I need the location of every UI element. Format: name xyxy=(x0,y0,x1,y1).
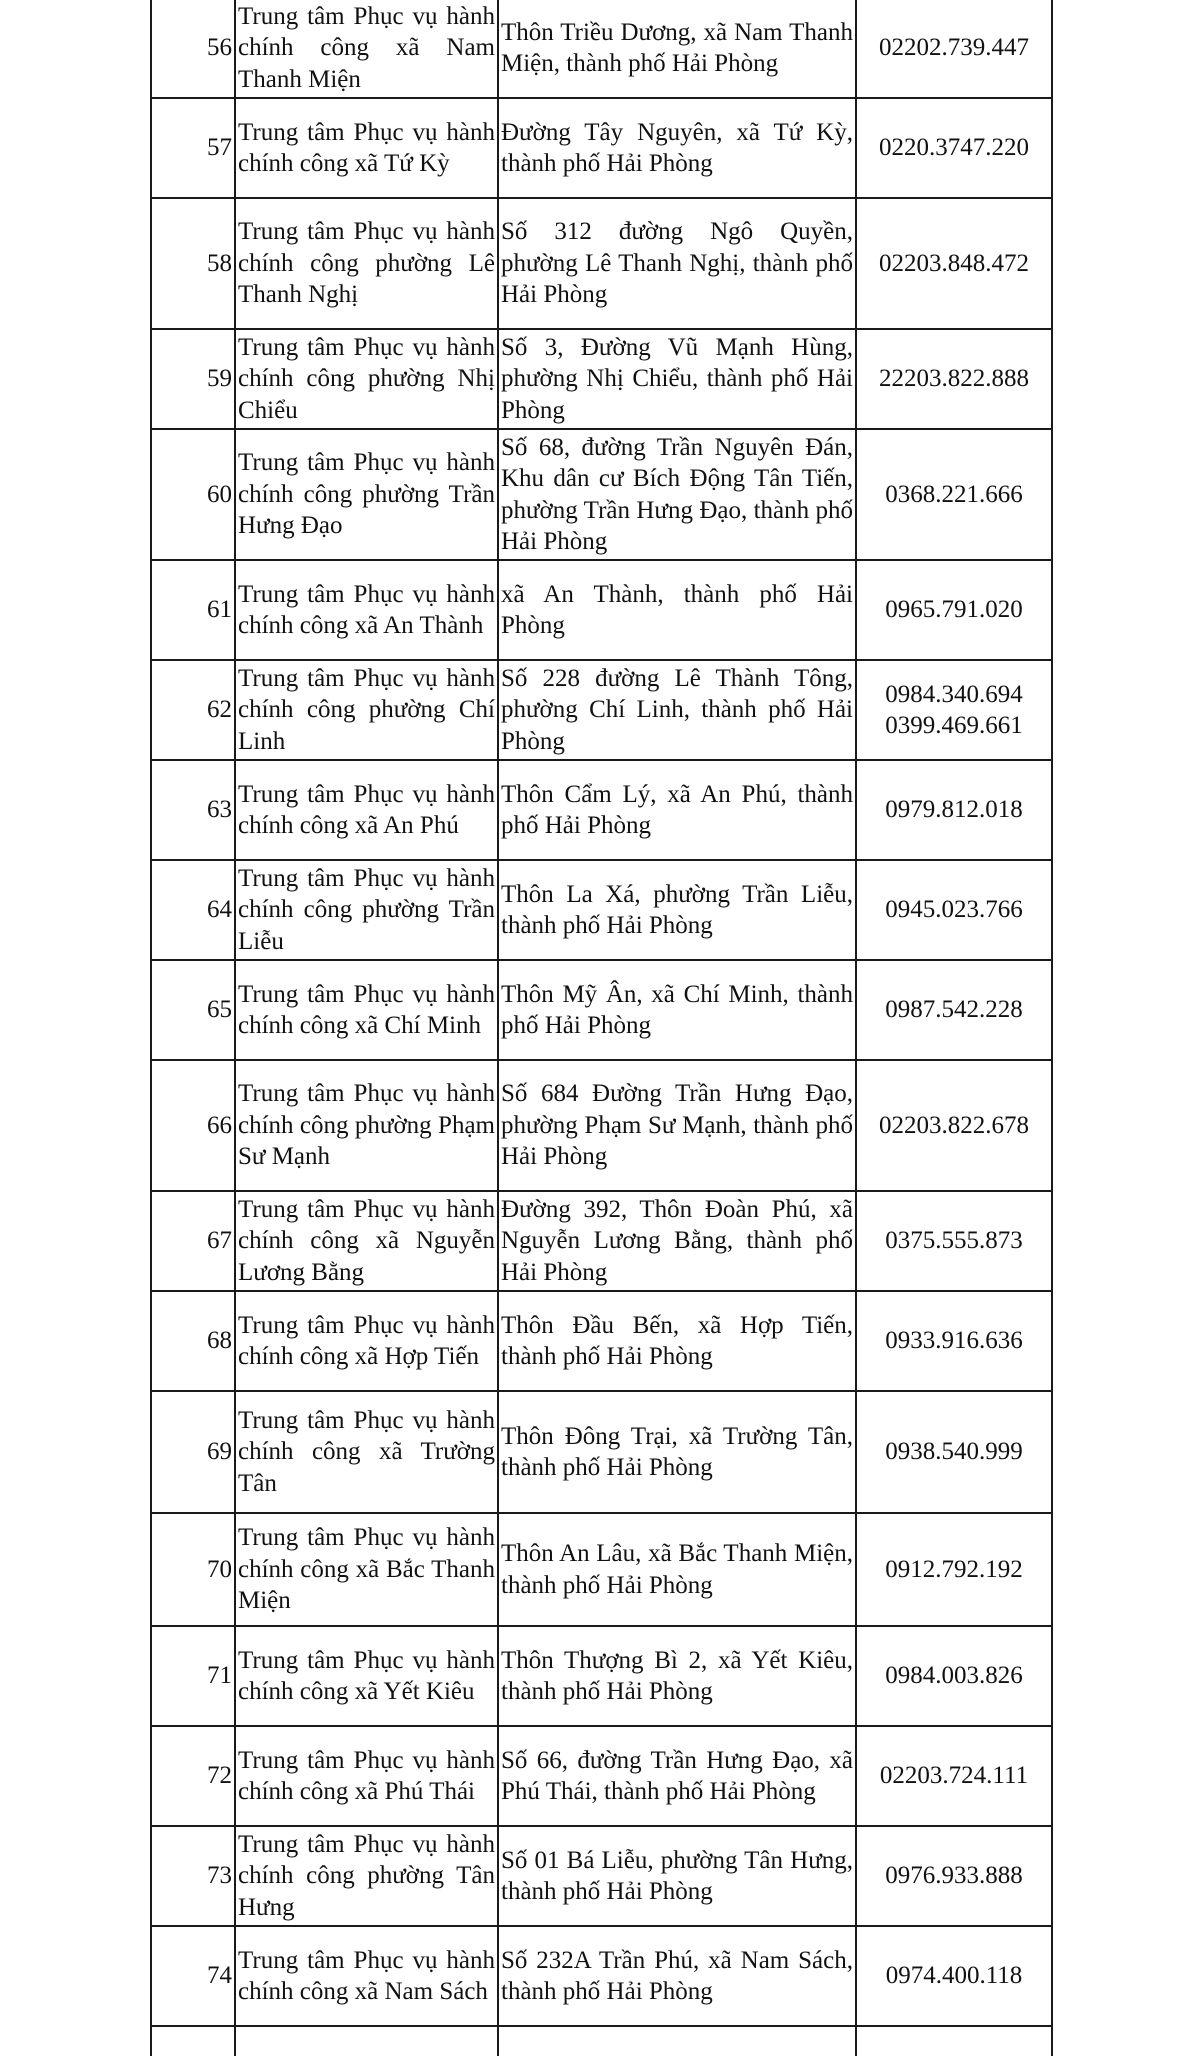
table-row xyxy=(151,660,1052,760)
continuation-row xyxy=(151,2026,1052,2056)
phone-number: 0965.791.020 xyxy=(885,596,1023,624)
center-name: Trung tâm Phục vụ hành chính công xã An Phú xyxy=(235,760,498,860)
center-name: Trung tâm Phục vụ hành chính công xã Hợp Tiến xyxy=(235,1291,498,1391)
center-name: Trung tâm Phục vụ hành chính công xã Nam Thanh Miện xyxy=(235,0,498,98)
center-name: Trung tâm Phục vụ hành chính công xã Yết Kiêu xyxy=(235,1626,498,1726)
row-number: 62 xyxy=(151,660,235,760)
row-number: 58 xyxy=(151,198,235,329)
center-address: Số 3, Đường Vũ Mạnh Hùng, phường Nhị Chiểu, thành phố Hải Phòng xyxy=(498,329,856,429)
row-number: 63 xyxy=(151,760,235,860)
center-name: Trung tâm Phục vụ hành chính công xã Nguyễn Lương Bằng xyxy=(235,1191,498,1291)
table-row xyxy=(151,1826,1052,1926)
center-phone xyxy=(856,1291,1052,1391)
table-row xyxy=(151,860,1052,960)
center-address: Thôn Mỹ Ân, xã Chí Minh, thành phố Hải Phòng xyxy=(498,960,856,1060)
center-name: Trung tâm Phục vụ hành chính công phường Trần Hưng Đạo xyxy=(235,429,498,560)
center-name: Trung tâm Phục vụ hành chính công xã An Thành xyxy=(235,560,498,660)
table-row xyxy=(151,960,1052,1060)
center-phone xyxy=(856,98,1052,198)
center-phone xyxy=(856,1726,1052,1826)
row-number: 73 xyxy=(151,1826,235,1926)
center-phone xyxy=(856,760,1052,860)
phone-number: 02203.848.472 xyxy=(879,249,1029,277)
center-phone xyxy=(856,1926,1052,2026)
center-address: xã An Thành, thành phố Hải Phòng xyxy=(498,560,856,660)
center-phone xyxy=(856,1626,1052,1726)
center-phone xyxy=(856,1060,1052,1191)
center-phone xyxy=(856,329,1052,429)
phone-number: 0979.812.018 xyxy=(885,796,1023,824)
row-number: 56 xyxy=(151,0,235,98)
center-address: Thôn Thượng Bì 2, xã Yết Kiêu, thành phố Hải Phòng xyxy=(498,1626,856,1726)
phone-number: 0945.023.766 xyxy=(885,896,1023,924)
center-address: Đường Tây Nguyên, xã Tứ Kỳ, thành phố Hải Phòng xyxy=(498,98,856,198)
center-name: Trung tâm Phục vụ hành chính công xã Tứ Kỳ xyxy=(235,98,498,198)
center-address: Số 312 đường Ngô Quyền, phường Lê Thanh Nghị, thành phố Hải Phòng xyxy=(498,198,856,329)
center-address: Thôn La Xá, phường Trần Liễu, thành phố Hải Phòng xyxy=(498,860,856,960)
row-number: 67 xyxy=(151,1191,235,1291)
phone-number: 02203.724.111 xyxy=(879,1762,1029,1790)
center-phone xyxy=(856,198,1052,329)
center-address: Đường 392, Thôn Đoàn Phú, xã Nguyễn Lương Bằng, thành phố Hải Phòng xyxy=(498,1191,856,1291)
phone-number: 0375.555.873 xyxy=(885,1227,1023,1255)
row-number: 65 xyxy=(151,960,235,1060)
center-name: Trung tâm Phục vụ hành chính công phường Nhị Chiểu xyxy=(235,329,498,429)
center-address: Thôn Đầu Bến, xã Hợp Tiến, thành phố Hải Phòng xyxy=(498,1291,856,1391)
row-number: 60 xyxy=(151,429,235,560)
row-number: 66 xyxy=(151,1060,235,1191)
center-phone xyxy=(856,660,1052,760)
center-address: Thôn Cẩm Lý, xã An Phú, thành phố Hải Phòng xyxy=(498,760,856,860)
center-phone xyxy=(856,860,1052,960)
continuation-cell xyxy=(856,2026,1052,2056)
center-name: Trung tâm Phục vụ hành chính công xã Phú Thái xyxy=(235,1726,498,1826)
continuation-cell xyxy=(235,2026,498,2056)
table-row xyxy=(151,1626,1052,1726)
row-number: 68 xyxy=(151,1291,235,1391)
row-number: 74 xyxy=(151,1926,235,2026)
continuation-cell xyxy=(498,2026,856,2056)
table-row xyxy=(151,1513,1052,1626)
phone-number: 0974.400.118 xyxy=(885,1962,1023,1990)
center-address: Thôn Đông Trại, xã Trường Tân, thành phố Hải Phòng xyxy=(498,1391,856,1513)
table-row xyxy=(151,429,1052,560)
center-phone xyxy=(856,1391,1052,1513)
center-name: Trung tâm Phục vụ hành chính công phường Phạm Sư Mạnh xyxy=(235,1060,498,1191)
phone-number: 0933.916.636 xyxy=(885,1327,1023,1355)
phone-number: 02203.822.678 xyxy=(879,1111,1029,1139)
center-address: Số 66, đường Trần Hưng Đạo, xã Phú Thái, thành phố Hải Phòng xyxy=(498,1726,856,1826)
table-row xyxy=(151,1726,1052,1826)
center-address: Số 684 Đường Trần Hưng Đạo, phường Phạm Sư Mạnh, thành phố Hải Phòng xyxy=(498,1060,856,1191)
phone-number: 0938.540.999 xyxy=(885,1438,1023,1466)
row-number: 59 xyxy=(151,329,235,429)
center-name: Trung tâm Phục vụ hành chính công phường Chí Linh xyxy=(235,660,498,760)
table-row xyxy=(151,760,1052,860)
phone-number: 0220.3747.220 xyxy=(879,134,1029,162)
row-number: 71 xyxy=(151,1626,235,1726)
row-number: 61 xyxy=(151,560,235,660)
center-name: Trung tâm Phục vụ hành chính công xã Nam Sách xyxy=(235,1926,498,2026)
center-phone xyxy=(856,1826,1052,1926)
center-name: Trung tâm Phục vụ hành chính công xã Bắc Thanh Miện xyxy=(235,1513,498,1626)
table-row xyxy=(151,198,1052,329)
center-address: Thôn Triều Dương, xã Nam Thanh Miện, thành phố Hải Phòng xyxy=(498,0,856,98)
center-name: Trung tâm Phục vụ hành chính công phường Tân Hưng xyxy=(235,1826,498,1926)
table-row xyxy=(151,0,1052,98)
row-number: 72 xyxy=(151,1726,235,1826)
center-phone xyxy=(856,960,1052,1060)
table-row xyxy=(151,1060,1052,1191)
row-number: 70 xyxy=(151,1513,235,1626)
service-center-table xyxy=(150,0,1053,2056)
phone-number: 0984.003.826 xyxy=(885,1662,1023,1690)
table-row xyxy=(151,1391,1052,1513)
phone-number: 0984.340.694 xyxy=(885,680,1023,708)
phone-number: 0912.792.192 xyxy=(885,1555,1023,1583)
phone-number: 0368.221.666 xyxy=(885,480,1023,508)
phone-number: 02202.739.447 xyxy=(879,34,1029,62)
table-row xyxy=(151,1926,1052,2026)
row-number: 64 xyxy=(151,860,235,960)
table-body xyxy=(151,0,1052,2056)
row-number: 69 xyxy=(151,1391,235,1513)
center-phone xyxy=(856,1191,1052,1291)
table-row xyxy=(151,329,1052,429)
center-address: Số 228 đường Lê Thành Tông, phường Chí Linh, thành phố Hải Phòng xyxy=(498,660,856,760)
center-phone xyxy=(856,0,1052,98)
continuation-cell xyxy=(151,2026,235,2056)
center-name: Trung tâm Phục vụ hành chính công phường Trần Liễu xyxy=(235,860,498,960)
phone-number: 0976.933.888 xyxy=(885,1862,1023,1890)
phone-number: 22203.822.888 xyxy=(879,365,1029,393)
table-row xyxy=(151,560,1052,660)
center-phone xyxy=(856,1513,1052,1626)
center-phone xyxy=(856,429,1052,560)
center-address: Thôn An Lâu, xã Bắc Thanh Miện, thành phố Hải Phòng xyxy=(498,1513,856,1626)
phone-number: 0987.542.228 xyxy=(885,996,1023,1024)
center-name: Trung tâm Phục vụ hành chính công phường Lê Thanh Nghị xyxy=(235,198,498,329)
center-name: Trung tâm Phục vụ hành chính công xã Trường Tân xyxy=(235,1391,498,1513)
table-row xyxy=(151,1291,1052,1391)
phone-number: 0399.469.661 xyxy=(885,712,1023,739)
center-address: Số 232A Trần Phú, xã Nam Sách, thành phố Hải Phòng xyxy=(498,1926,856,2026)
row-number: 57 xyxy=(151,98,235,198)
center-phone xyxy=(856,560,1052,660)
center-address: Số 68, đường Trần Nguyên Đán, Khu dân cư Bích Động Tân Tiến, phường Trần Hưng Đạo, thành phố Hải Phòng xyxy=(498,429,856,560)
center-address: Số 01 Bá Liễu, phường Tân Hưng, thành phố Hải Phòng xyxy=(498,1826,856,1926)
center-name: Trung tâm Phục vụ hành chính công xã Chí Minh xyxy=(235,960,498,1060)
table-row xyxy=(151,98,1052,198)
table-row xyxy=(151,1191,1052,1291)
